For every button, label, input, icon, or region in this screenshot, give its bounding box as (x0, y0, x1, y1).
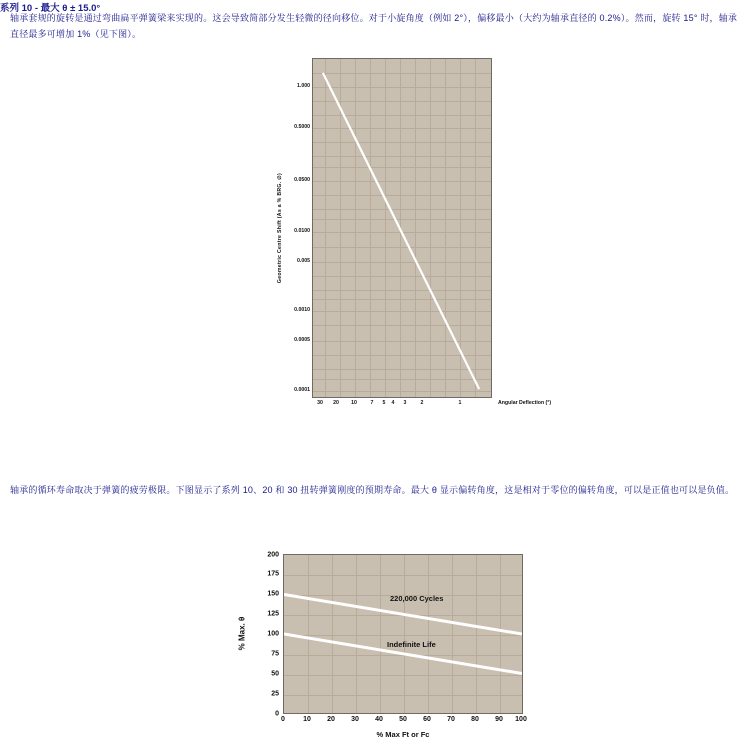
chart2-series-lines (284, 555, 522, 713)
chart1-y-tick: 0.0005 (294, 337, 310, 343)
chart1-y-tick: 0.5000 (294, 124, 310, 130)
chart2-x-tick: 70 (447, 716, 455, 723)
chart1-y-tick: 0.0001 (294, 387, 310, 393)
chart-centre-shift (276, 58, 552, 436)
chart2-y-tick: 125 (267, 610, 279, 618)
chart1-y-tick: 0.0500 (294, 177, 310, 183)
chart1-series-line (313, 59, 491, 397)
chart-cycle-life (235, 548, 535, 748)
chart2-x-tick: 10 (303, 716, 311, 723)
chart2-x-tick: 50 (399, 716, 407, 723)
chart2-annotation-cycles: 220,000 Cycles (390, 594, 444, 603)
chart2-x-tick: 30 (351, 716, 359, 723)
chart1-x-tick: 5 (382, 400, 386, 406)
chart2-x-tick: 100 (515, 716, 527, 723)
paragraph-fatigue: 轴承的循环寿命取决于弹簧的疲劳极限。下图显示了系列 10、20 和 30 扭转弹簧刚度的预期寿命。最大 θ 显示偏转角度，这是相对于零位的偏转角度，可以是正值也可以是负值。 (10, 485, 735, 495)
chart1-x-tick: 4 (391, 400, 395, 406)
chart2-x-tick: 0 (281, 716, 285, 723)
chart2-y-tick: 75 (271, 650, 279, 658)
chart2-y-axis-label: % Max. θ (237, 616, 247, 650)
chart1-y-axis-label: Geometric Centre Shift (As a % BRG. ∅) (277, 172, 283, 284)
chart2-y-tick: 150 (267, 590, 279, 598)
chart2-x-axis-label: % Max Ft or Fc (376, 730, 430, 739)
chart1-y-tick: 0.005 (297, 258, 310, 264)
chart1-x-tick: 30 (317, 400, 323, 406)
chart2-y-ticks (245, 551, 281, 718)
chart2-y-tick: 200 (267, 551, 279, 559)
chart1-x-axis-label: Angular Deflection (°) (498, 400, 552, 406)
chart2-y-tick: 100 (267, 630, 279, 638)
paragraph-intro: 轴承套规的旋转是通过弯曲扁平弹簧梁来实现的。这会导致简部分发生轻微的径向移位。对于小旋角度（例如 2°），偏移最小（大约为轴承直径的 0.2%）。然而，旋转 15° 时，轴承直径最多可增加 1%（见下图）。 (10, 13, 738, 39)
chart1-x-ticks (312, 400, 492, 412)
chart1-y-tick: 0.0100 (294, 228, 310, 234)
chart2-y-tick: 0 (275, 710, 279, 718)
chart2-x-tick: 80 (471, 716, 479, 723)
series-heading: 系列 10 - 最大 θ ± 15.0° (0, 3, 101, 14)
chart1-x-tick: 2 (420, 400, 424, 406)
chart1-y-tick: 0.0010 (294, 307, 310, 313)
chart2-x-tick: 20 (327, 716, 335, 723)
chart1-x-tick: 3 (403, 400, 407, 406)
chart2-x-tick: 40 (375, 716, 383, 723)
chart1-y-ticks (276, 58, 312, 398)
chart2-annotation-indefinite: Indefinite Life (387, 640, 436, 649)
chart1-plot-area (312, 58, 492, 398)
chart2-y-tick: 50 (271, 670, 279, 678)
chart2-x-tick: 60 (423, 716, 431, 723)
chart2-plot-area (283, 554, 523, 714)
chart2-x-ticks (281, 716, 527, 728)
chart1-y-tick: 1.000 (297, 83, 310, 89)
chart1-x-tick: 1 (458, 400, 462, 406)
chart1-x-tick: 20 (333, 400, 339, 406)
chart1-x-tick: 10 (351, 400, 357, 406)
chart1-x-tick: 7 (370, 400, 374, 406)
chart2-y-tick: 25 (271, 690, 279, 698)
chart2-x-tick: 90 (495, 716, 503, 723)
chart2-y-tick: 175 (267, 570, 279, 578)
